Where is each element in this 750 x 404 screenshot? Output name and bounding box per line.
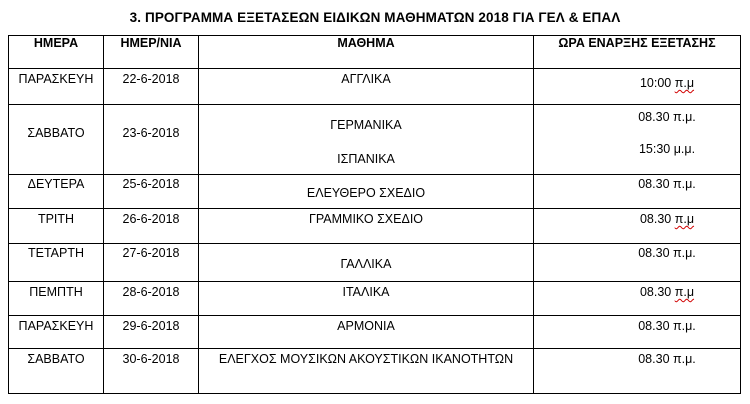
time-text: 08.30 π.μ. (638, 110, 696, 124)
table-row (9, 316, 741, 349)
subject-text: ΕΛΕΓΧΟΣ ΜΟΥΣΙΚΩΝ ΑΚΟΥΣΤΙΚΩΝ ΙΚΑΝΟΤΗΤΩΝ (218, 352, 514, 366)
subject-text: ΓΕΡΜΑΝΙΚΑ (330, 118, 402, 132)
time-cell (534, 105, 741, 175)
date-cell (104, 349, 199, 394)
date-text: 26-6-2018 (122, 212, 180, 226)
day-cell (9, 349, 104, 394)
date-text: 30-6-2018 (122, 352, 180, 366)
table-row (9, 69, 741, 105)
day-text: ΠΑΡΑΣΚΕΥΗ (18, 319, 94, 333)
day-text: ΠΕΜΠΤΗ (29, 285, 83, 299)
subject-cell (199, 244, 534, 282)
time-cell (534, 209, 741, 244)
date-cell (104, 175, 199, 209)
table-row (9, 244, 741, 282)
subject-cell (199, 316, 534, 349)
table-row (9, 175, 741, 209)
time-text: 08.30 π.μ. (638, 352, 696, 366)
subject-text: ΑΓΓΛΙΚΑ (341, 72, 391, 86)
header-time: ΩΡΑ ΕΝΑΡΞΗΣ ΕΞΕΤΑΣΗΣ (534, 36, 741, 69)
time-text: 08.30 π.μ. (638, 177, 696, 191)
subject-cell (199, 349, 534, 394)
day-cell (9, 105, 104, 175)
date-text: 29-6-2018 (122, 319, 180, 333)
day-text: ΔΕΥΤΕΡΑ (27, 177, 85, 191)
date-text: 27-6-2018 (122, 246, 180, 260)
time-suffix: π.μ (674, 212, 695, 226)
time-cell (534, 69, 741, 105)
subject-text: ΓΑΛΛΙΚΑ (340, 257, 392, 271)
date-cell (104, 105, 199, 175)
time-text: 08.30 π.μ. (638, 319, 696, 333)
page-title: 3. ΠΡΟΓΡΑΜΜΑ ΕΞΕΤΑΣΕΩΝ ΕΙΔΙΚΩΝ ΜΑΘΗΜΑΤΩΝ 2018 ΓΙΑ ΓΕΛ & ΕΠΑΛ (129, 10, 621, 25)
time-text-2: 15:30 μ.μ. (638, 142, 696, 156)
day-text: ΤΕΤΑΡΤΗ (27, 246, 85, 260)
day-cell (9, 69, 104, 105)
day-text: ΤΡΙΤΗ (37, 212, 75, 226)
header-date: ΗΜΕΡ/ΝΙΑ (104, 36, 199, 69)
day-text: ΣΑΒΒΑΤΟ (27, 126, 85, 140)
date-text: 28-6-2018 (122, 285, 180, 299)
date-text: 25-6-2018 (122, 177, 180, 191)
table-row (9, 105, 741, 175)
table-row (9, 209, 741, 244)
table-row (9, 349, 741, 394)
subject-cell (199, 282, 534, 316)
time-cell (534, 175, 741, 209)
day-cell (9, 282, 104, 316)
header-subject: ΜΑΘΗΜΑ (199, 36, 534, 69)
subject-text: ΓΡΑΜΜΙΚΟ ΣΧΕΔΙΟ (308, 212, 424, 226)
day-cell (9, 244, 104, 282)
date-text: 22-6-2018 (122, 72, 180, 86)
subject-text: ΑΡΜΟΝΙΑ (337, 319, 395, 333)
day-cell (9, 316, 104, 349)
subject-cell (199, 175, 534, 209)
day-cell (9, 175, 104, 209)
table-header-row (9, 36, 741, 69)
subject-cell (199, 69, 534, 105)
subject-text: ΕΛΕΥΘΕΡΟ ΣΧΕΔΙΟ (306, 186, 426, 200)
date-cell (104, 69, 199, 105)
time-cell (534, 244, 741, 282)
date-cell (104, 209, 199, 244)
subject-cell (199, 209, 534, 244)
time-suffix: π.μ (674, 285, 695, 299)
exam-schedule-table (8, 35, 741, 394)
time-cell (534, 316, 741, 349)
time-cell (534, 349, 741, 394)
date-cell (104, 282, 199, 316)
subject-text-2: ΙΣΠΑΝΙΚΑ (337, 152, 395, 166)
day-text: ΣΑΒΒΑΤΟ (27, 352, 85, 366)
time-cell (534, 282, 741, 316)
time-text: 08.30 π.μ (639, 285, 695, 299)
time-suffix: π.μ (674, 76, 695, 90)
subject-cell (199, 105, 534, 175)
header-day: ΗΜΕΡΑ (9, 36, 104, 69)
day-cell (9, 209, 104, 244)
table-row (9, 282, 741, 316)
time-text: 08.30 π.μ (639, 212, 695, 226)
date-cell (104, 316, 199, 349)
subject-text: ΙΤΑΛΙΚΑ (342, 285, 390, 299)
time-text: 10:00 π.μ (639, 76, 695, 90)
date-cell (104, 244, 199, 282)
date-text: 23-6-2018 (122, 126, 180, 140)
day-text: ΠΑΡΑΣΚΕΥΗ (18, 72, 94, 86)
time-text: 08.30 π.μ. (638, 246, 696, 260)
